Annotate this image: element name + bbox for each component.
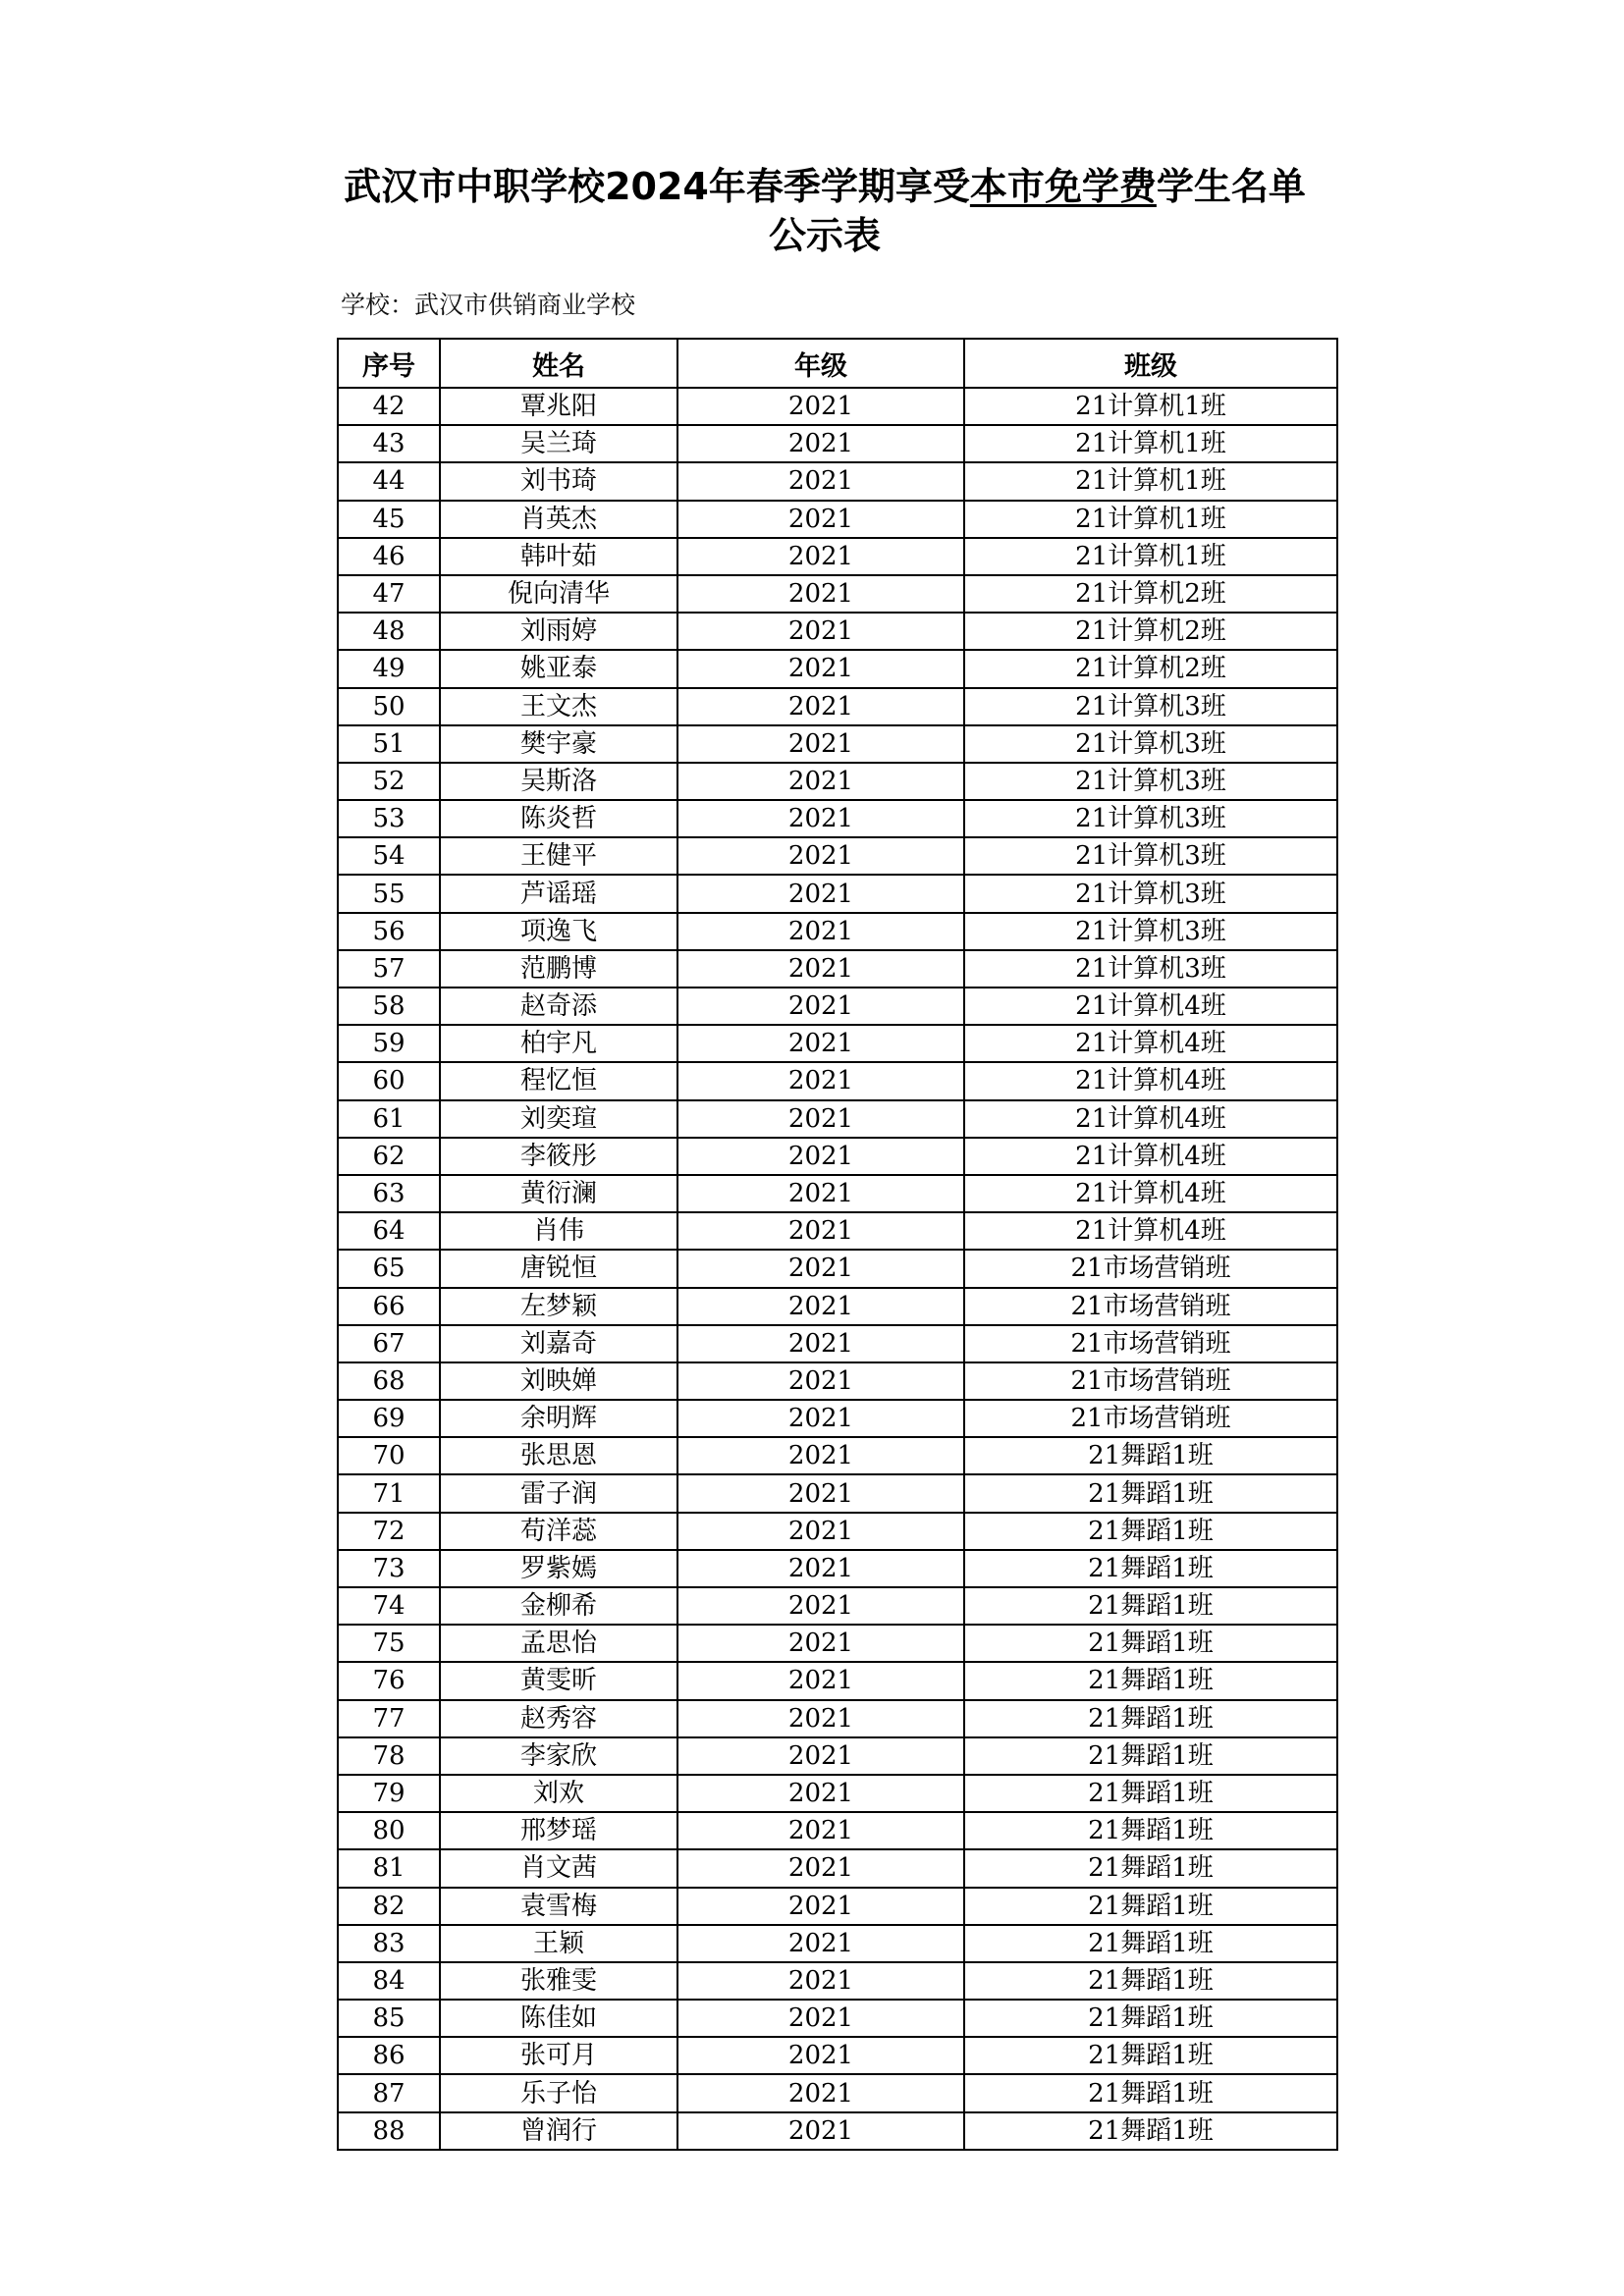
cell-index: 68 xyxy=(338,1362,440,1400)
header-name: 姓名 xyxy=(440,339,677,388)
cell-index: 62 xyxy=(338,1138,440,1175)
table-row xyxy=(338,837,1337,875)
cell-name: 肖伟 xyxy=(440,1212,677,1250)
cell-grade: 2021 xyxy=(677,1474,964,1512)
cell-class: 21舞蹈1班 xyxy=(964,1587,1337,1625)
table-row xyxy=(338,1175,1337,1212)
table-row xyxy=(338,1212,1337,1250)
table-row xyxy=(338,1288,1337,1325)
table-row xyxy=(338,1737,1337,1775)
cell-class: 21舞蹈1班 xyxy=(964,1437,1337,1474)
table-row xyxy=(338,2037,1337,2074)
cell-class: 21计算机1班 xyxy=(964,425,1337,462)
table-row xyxy=(338,1138,1337,1175)
table-row xyxy=(338,1550,1337,1587)
cell-name: 覃兆阳 xyxy=(440,388,677,425)
title-line-1 xyxy=(324,162,1326,211)
cell-class: 21计算机4班 xyxy=(964,1212,1337,1250)
table-row xyxy=(338,1587,1337,1625)
cell-class: 21计算机1班 xyxy=(964,388,1337,425)
cell-index: 59 xyxy=(338,1025,440,1062)
header-index: 序号 xyxy=(338,339,440,388)
cell-grade: 2021 xyxy=(677,2112,964,2150)
table-row xyxy=(338,1888,1337,1925)
table-row xyxy=(338,913,1337,950)
cell-class: 21计算机3班 xyxy=(964,950,1337,988)
cell-index: 78 xyxy=(338,1737,440,1775)
cell-class: 21舞蹈1班 xyxy=(964,2037,1337,2074)
cell-index: 64 xyxy=(338,1212,440,1250)
cell-name: 陈炎哲 xyxy=(440,800,677,837)
cell-grade: 2021 xyxy=(677,1962,964,2000)
table-row xyxy=(338,1474,1337,1512)
cell-name: 吴兰琦 xyxy=(440,425,677,462)
table-row xyxy=(338,1025,1337,1062)
cell-index: 48 xyxy=(338,613,440,650)
cell-class: 21舞蹈1班 xyxy=(964,1625,1337,1662)
cell-name: 柏宇凡 xyxy=(440,1025,677,1062)
cell-grade: 2021 xyxy=(677,2037,964,2074)
cell-class: 21计算机3班 xyxy=(964,875,1337,912)
table-row xyxy=(338,1812,1337,1849)
cell-grade: 2021 xyxy=(677,613,964,650)
cell-grade: 2021 xyxy=(677,913,964,950)
cell-class: 21市场营销班 xyxy=(964,1288,1337,1325)
cell-name: 吴斯洛 xyxy=(440,763,677,800)
table-row xyxy=(338,950,1337,988)
cell-name: 王健平 xyxy=(440,837,677,875)
cell-class: 21市场营销班 xyxy=(964,1325,1337,1362)
cell-name: 孟思怡 xyxy=(440,1625,677,1662)
table-row xyxy=(338,1925,1337,1962)
cell-grade: 2021 xyxy=(677,538,964,575)
cell-index: 55 xyxy=(338,875,440,912)
cell-name: 肖文茜 xyxy=(440,1849,677,1887)
cell-grade: 2021 xyxy=(677,1175,964,1212)
cell-index: 67 xyxy=(338,1325,440,1362)
cell-index: 44 xyxy=(338,462,440,500)
cell-name: 刘书琦 xyxy=(440,462,677,500)
cell-class: 21计算机1班 xyxy=(964,538,1337,575)
cell-name: 邢梦瑶 xyxy=(440,1812,677,1849)
table-row xyxy=(338,688,1337,725)
cell-name: 雷子润 xyxy=(440,1474,677,1512)
cell-index: 85 xyxy=(338,2000,440,2037)
cell-name: 金柳希 xyxy=(440,1587,677,1625)
cell-index: 80 xyxy=(338,1812,440,1849)
cell-class: 21市场营销班 xyxy=(964,1400,1337,1437)
cell-grade: 2021 xyxy=(677,2000,964,2037)
table-row xyxy=(338,1400,1337,1437)
table-row xyxy=(338,1100,1337,1138)
cell-index: 77 xyxy=(338,1700,440,1737)
cell-name: 范鹏博 xyxy=(440,950,677,988)
cell-name: 项逸飞 xyxy=(440,913,677,950)
cell-grade: 2021 xyxy=(677,1888,964,1925)
cell-name: 曾润行 xyxy=(440,2112,677,2150)
cell-class: 21舞蹈1班 xyxy=(964,1849,1337,1887)
cell-index: 76 xyxy=(338,1662,440,1699)
cell-grade: 2021 xyxy=(677,1138,964,1175)
cell-class: 21舞蹈1班 xyxy=(964,1550,1337,1587)
cell-name: 张可月 xyxy=(440,2037,677,2074)
table-header-row xyxy=(338,339,1337,388)
cell-index: 58 xyxy=(338,988,440,1025)
table-body xyxy=(338,388,1337,2150)
cell-index: 45 xyxy=(338,501,440,538)
cell-name: 韩叶茹 xyxy=(440,538,677,575)
cell-class: 21计算机3班 xyxy=(964,837,1337,875)
cell-name: 张雅雯 xyxy=(440,1962,677,2000)
cell-index: 47 xyxy=(338,575,440,613)
table-row xyxy=(338,800,1337,837)
cell-index: 88 xyxy=(338,2112,440,2150)
cell-name: 黄衍澜 xyxy=(440,1175,677,1212)
cell-grade: 2021 xyxy=(677,650,964,687)
cell-index: 56 xyxy=(338,913,440,950)
school-name: 学校：武汉市供销商业学校 xyxy=(341,291,636,319)
cell-index: 65 xyxy=(338,1250,440,1287)
cell-name: 陈佳如 xyxy=(440,2000,677,2037)
table-row xyxy=(338,575,1337,613)
table-row xyxy=(338,613,1337,650)
cell-index: 82 xyxy=(338,1888,440,1925)
cell-index: 66 xyxy=(338,1288,440,1325)
cell-class: 21计算机4班 xyxy=(964,1175,1337,1212)
cell-index: 69 xyxy=(338,1400,440,1437)
cell-index: 51 xyxy=(338,725,440,763)
cell-index: 81 xyxy=(338,1849,440,1887)
cell-class: 21舞蹈1班 xyxy=(964,1925,1337,1962)
cell-name: 芦谣瑶 xyxy=(440,875,677,912)
cell-grade: 2021 xyxy=(677,575,964,613)
cell-index: 60 xyxy=(338,1062,440,1099)
cell-name: 刘雨婷 xyxy=(440,613,677,650)
cell-class: 21舞蹈1班 xyxy=(964,2074,1337,2111)
table-row xyxy=(338,1700,1337,1737)
cell-grade: 2021 xyxy=(677,1925,964,1962)
table-row xyxy=(338,1250,1337,1287)
cell-name: 张思恩 xyxy=(440,1437,677,1474)
cell-name: 程忆恒 xyxy=(440,1062,677,1099)
cell-index: 74 xyxy=(338,1587,440,1625)
cell-index: 73 xyxy=(338,1550,440,1587)
cell-class: 21计算机4班 xyxy=(964,1138,1337,1175)
table-row xyxy=(338,538,1337,575)
cell-grade: 2021 xyxy=(677,2074,964,2111)
cell-name: 乐子怡 xyxy=(440,2074,677,2111)
cell-index: 63 xyxy=(338,1175,440,1212)
cell-class: 21计算机2班 xyxy=(964,650,1337,687)
cell-index: 83 xyxy=(338,1925,440,1962)
student-table xyxy=(337,338,1338,2151)
table-row xyxy=(338,988,1337,1025)
cell-grade: 2021 xyxy=(677,388,964,425)
cell-name: 樊宇豪 xyxy=(440,725,677,763)
table-row xyxy=(338,1437,1337,1474)
header-class: 班级 xyxy=(964,339,1337,388)
cell-name: 刘奕瑄 xyxy=(440,1100,677,1138)
title-line-2: 公示表 xyxy=(768,214,881,257)
cell-class: 21舞蹈1班 xyxy=(964,1662,1337,1699)
table-row xyxy=(338,2074,1337,2111)
cell-grade: 2021 xyxy=(677,1737,964,1775)
cell-index: 84 xyxy=(338,1962,440,2000)
cell-name: 李家欣 xyxy=(440,1737,677,1775)
cell-index: 49 xyxy=(338,650,440,687)
cell-name: 王文杰 xyxy=(440,688,677,725)
cell-class: 21计算机1班 xyxy=(964,462,1337,500)
cell-grade: 2021 xyxy=(677,875,964,912)
table-row xyxy=(338,1962,1337,2000)
table-row xyxy=(338,725,1337,763)
cell-class: 21市场营销班 xyxy=(964,1362,1337,1400)
cell-name: 罗紫嫣 xyxy=(440,1550,677,1587)
cell-grade: 2021 xyxy=(677,950,964,988)
cell-class: 21计算机1班 xyxy=(964,501,1337,538)
cell-class: 21舞蹈1班 xyxy=(964,2000,1337,2037)
cell-index: 86 xyxy=(338,2037,440,2074)
cell-index: 70 xyxy=(338,1437,440,1474)
cell-class: 21舞蹈1班 xyxy=(964,1700,1337,1737)
cell-grade: 2021 xyxy=(677,1587,964,1625)
cell-grade: 2021 xyxy=(677,1250,964,1287)
cell-name: 赵秀容 xyxy=(440,1700,677,1737)
cell-name: 刘欢 xyxy=(440,1775,677,1812)
cell-index: 87 xyxy=(338,2074,440,2111)
cell-grade: 2021 xyxy=(677,1812,964,1849)
cell-index: 71 xyxy=(338,1474,440,1512)
cell-class: 21计算机4班 xyxy=(964,1062,1337,1099)
cell-class: 21舞蹈1班 xyxy=(964,1474,1337,1512)
cell-class: 21舞蹈1班 xyxy=(964,1888,1337,1925)
title-part-1: 武汉市中职学校2024年春季学期享受 xyxy=(344,165,970,208)
table-row xyxy=(338,425,1337,462)
cell-grade: 2021 xyxy=(677,1062,964,1099)
cell-name: 黄雯昕 xyxy=(440,1662,677,1699)
cell-class: 21计算机3班 xyxy=(964,913,1337,950)
table-row xyxy=(338,2112,1337,2150)
table-row xyxy=(338,1325,1337,1362)
cell-name: 左梦颖 xyxy=(440,1288,677,1325)
title-part-2: 学生名单 xyxy=(1156,165,1306,208)
cell-name: 刘映婵 xyxy=(440,1362,677,1400)
cell-class: 21计算机4班 xyxy=(964,1025,1337,1062)
cell-grade: 2021 xyxy=(677,988,964,1025)
cell-grade: 2021 xyxy=(677,1325,964,1362)
cell-grade: 2021 xyxy=(677,1775,964,1812)
table-row xyxy=(338,1775,1337,1812)
table-row xyxy=(338,501,1337,538)
cell-class: 21计算机4班 xyxy=(964,1100,1337,1138)
cell-grade: 2021 xyxy=(677,1625,964,1662)
cell-grade: 2021 xyxy=(677,501,964,538)
cell-index: 75 xyxy=(338,1625,440,1662)
cell-name: 余明辉 xyxy=(440,1400,677,1437)
cell-grade: 2021 xyxy=(677,1849,964,1887)
cell-grade: 2021 xyxy=(677,1513,964,1550)
table-row xyxy=(338,763,1337,800)
table-row xyxy=(338,650,1337,687)
cell-grade: 2021 xyxy=(677,1288,964,1325)
cell-class: 21计算机3班 xyxy=(964,688,1337,725)
cell-class: 21计算机2班 xyxy=(964,613,1337,650)
table-row xyxy=(338,1062,1337,1099)
header-grade: 年级 xyxy=(677,339,964,388)
cell-class: 21市场营销班 xyxy=(964,1250,1337,1287)
title-underlined: 本市免学费 xyxy=(969,165,1157,208)
cell-index: 72 xyxy=(338,1513,440,1550)
cell-grade: 2021 xyxy=(677,763,964,800)
cell-class: 21舞蹈1班 xyxy=(964,1812,1337,1849)
cell-index: 42 xyxy=(338,388,440,425)
cell-class: 21舞蹈1班 xyxy=(964,2112,1337,2150)
cell-grade: 2021 xyxy=(677,1662,964,1699)
cell-class: 21舞蹈1班 xyxy=(964,1962,1337,2000)
cell-class: 21计算机3班 xyxy=(964,763,1337,800)
cell-index: 46 xyxy=(338,538,440,575)
table-row xyxy=(338,875,1337,912)
cell-grade: 2021 xyxy=(677,1362,964,1400)
cell-index: 50 xyxy=(338,688,440,725)
table-row xyxy=(338,1513,1337,1550)
cell-grade: 2021 xyxy=(677,1100,964,1138)
table-row xyxy=(338,1362,1337,1400)
cell-index: 53 xyxy=(338,800,440,837)
cell-grade: 2021 xyxy=(677,800,964,837)
table-row xyxy=(338,388,1337,425)
cell-class: 21计算机4班 xyxy=(964,988,1337,1025)
cell-grade: 2021 xyxy=(677,425,964,462)
cell-grade: 2021 xyxy=(677,1550,964,1587)
cell-grade: 2021 xyxy=(677,837,964,875)
cell-index: 57 xyxy=(338,950,440,988)
cell-grade: 2021 xyxy=(677,1700,964,1737)
cell-name: 刘嘉奇 xyxy=(440,1325,677,1362)
cell-index: 61 xyxy=(338,1100,440,1138)
cell-name: 倪向清华 xyxy=(440,575,677,613)
cell-grade: 2021 xyxy=(677,1437,964,1474)
cell-name: 唐锐恒 xyxy=(440,1250,677,1287)
table-row xyxy=(338,1662,1337,1699)
cell-class: 21舞蹈1班 xyxy=(964,1737,1337,1775)
cell-index: 52 xyxy=(338,763,440,800)
cell-grade: 2021 xyxy=(677,688,964,725)
table-row xyxy=(338,462,1337,500)
table-row xyxy=(338,1849,1337,1887)
table-row xyxy=(338,2000,1337,2037)
cell-name: 袁雪梅 xyxy=(440,1888,677,1925)
cell-class: 21计算机3班 xyxy=(964,800,1337,837)
cell-grade: 2021 xyxy=(677,1212,964,1250)
cell-name: 姚亚泰 xyxy=(440,650,677,687)
cell-name: 肖英杰 xyxy=(440,501,677,538)
page-title xyxy=(324,162,1326,260)
cell-grade: 2021 xyxy=(677,462,964,500)
cell-name: 王颖 xyxy=(440,1925,677,1962)
cell-index: 54 xyxy=(338,837,440,875)
cell-class: 21舞蹈1班 xyxy=(964,1513,1337,1550)
cell-index: 79 xyxy=(338,1775,440,1812)
cell-class: 21计算机3班 xyxy=(964,725,1337,763)
cell-class: 21舞蹈1班 xyxy=(964,1775,1337,1812)
cell-name: 赵奇添 xyxy=(440,988,677,1025)
cell-grade: 2021 xyxy=(677,1025,964,1062)
cell-index: 43 xyxy=(338,425,440,462)
cell-name: 李筱彤 xyxy=(440,1138,677,1175)
cell-grade: 2021 xyxy=(677,725,964,763)
cell-class: 21计算机2班 xyxy=(964,575,1337,613)
cell-grade: 2021 xyxy=(677,1400,964,1437)
table-row xyxy=(338,1625,1337,1662)
cell-name: 苟洋蕊 xyxy=(440,1513,677,1550)
